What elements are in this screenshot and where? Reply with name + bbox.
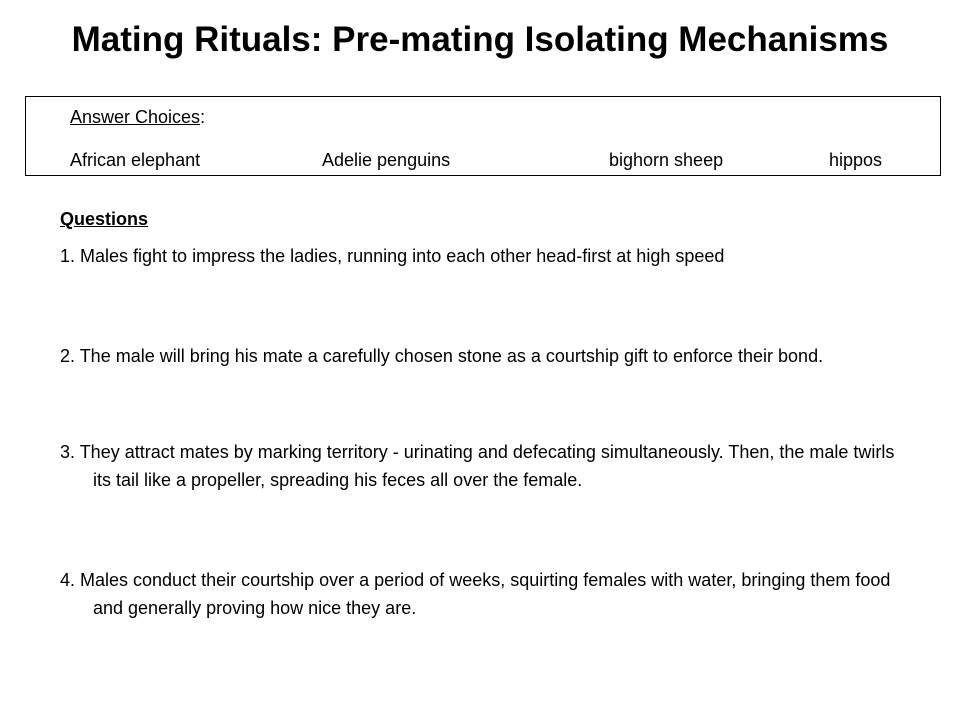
questions-heading: Questions [60, 209, 149, 229]
slide-title: Mating Rituals: Pre-mating Isolating Mechanisms [71, 20, 889, 59]
answer-choice-adelie-penguins: Adelie penguins [322, 150, 451, 170]
answer-choices-box [25, 96, 941, 176]
answer-choice-african-elephant: African elephant [70, 150, 201, 170]
question-1: 1. Males fight to impress the ladies, running into each other head-first at high speed [60, 246, 725, 266]
answer-choice-bighorn-sheep: bighorn sheep [609, 150, 724, 170]
answer-choices-heading-text: Answer Choices [70, 107, 201, 127]
answer-choices-heading [70, 105, 205, 129]
question-3: 3. They attract mates by marking territory - urinating and defecating simultaneously. Then, the male twirls its tail like a propeller, spreading his feces all over the female. [60, 442, 895, 490]
answer-choices-heading-colon: : [200, 107, 206, 127]
question-2: 2. The male will bring his mate a carefully chosen stone as a courtship gift to enforce their bond. [60, 346, 824, 366]
question-4: 4. Males conduct their courtship over a period of weeks, squirting females with water, bringing them food and generally proving how nice they are. [60, 570, 891, 618]
answer-choice-hippos: hippos [829, 150, 883, 170]
